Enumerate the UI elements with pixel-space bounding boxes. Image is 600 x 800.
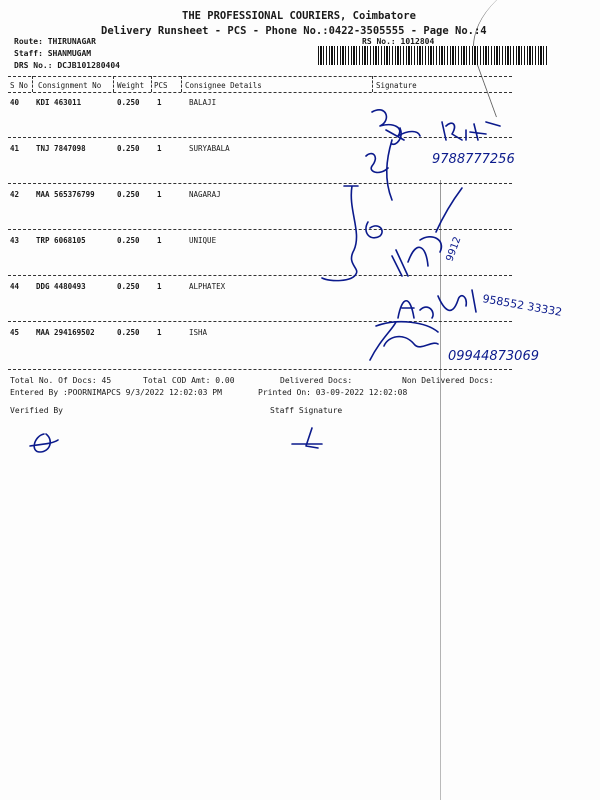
total-cod: Total COD Amt: 0.00 [143, 376, 235, 385]
drs-label: DRS No.: [14, 61, 53, 70]
row-consignee: SURYABALA [189, 144, 230, 153]
handwritten-phone-41: 9788777256 [432, 152, 515, 167]
column-header-weight: Weight [117, 81, 145, 90]
verified-by-label: Verified By [10, 406, 63, 415]
signature-row-40 [372, 110, 500, 145]
row-pcs: 1 [157, 98, 162, 107]
total-docs: Total No. Of Docs: 45 [10, 376, 112, 385]
column-header-consignee: Consignee Details [185, 81, 262, 90]
non-delivered-docs: Non Delivered Docs: [402, 376, 494, 385]
row-pcs: 1 [157, 190, 162, 199]
rs-no-label: RS No.: [362, 37, 396, 46]
staff-signature-label: Staff Signature [270, 406, 343, 415]
row-consignee: NAGARAJ [189, 190, 221, 199]
document-title: THE PROFESSIONAL COURIERS, Coimbatore [182, 10, 416, 22]
drs-value: DCJB101280404 [57, 61, 120, 70]
signature-row-45 [370, 322, 539, 364]
row-consignment-no: MAA 565376799 [36, 190, 95, 199]
row-consignment-no: MAA 294169502 [36, 328, 95, 337]
row-pcs: 1 [157, 328, 162, 337]
row-pcs: 1 [157, 144, 162, 153]
row-consignment-no: TNJ 7847098 [36, 144, 86, 153]
signature-row-44 [398, 290, 563, 319]
row-weight: 0.250 [117, 190, 140, 199]
row-sno: 42 [10, 190, 20, 199]
route-label: Route: [14, 37, 43, 46]
verified-by-signature [30, 434, 58, 452]
row-pcs: 1 [157, 236, 162, 245]
document-subtitle: Delivery Runsheet - PCS - Phone No.:0422-3505555 - Page No.:4 [101, 25, 487, 37]
handwritten-number-43: 9912 [444, 235, 464, 264]
row-consignment-no: KDI 463011 [36, 98, 82, 107]
delivered-docs: Delivered Docs: [280, 376, 353, 385]
row-sno: 45 [10, 328, 20, 337]
column-header-signature: Signature [376, 81, 417, 90]
handwritten-phone-45: 09944873069 [448, 349, 539, 364]
row-weight: 0.250 [117, 328, 140, 337]
entered-by: Entered By :POORNIMAPCS 9/3/2022 12:02:03 PM [10, 388, 222, 397]
row-consignee: ISHA [189, 328, 208, 337]
row-sno: 44 [10, 282, 20, 291]
row-consignee: UNIQUE [189, 236, 217, 245]
row-sno: 43 [10, 236, 20, 245]
row-weight: 0.250 [117, 98, 140, 107]
row-consignee: ALPHATEX [189, 282, 226, 291]
row-sno: 40 [10, 98, 20, 107]
rs-no-value: 1012804 [400, 37, 435, 46]
staff-label: Staff: [14, 49, 43, 58]
signature-row-41 [366, 140, 515, 200]
column-header-sno: S No [10, 81, 29, 90]
row-weight: 0.250 [117, 236, 140, 245]
row-weight: 0.250 [117, 282, 140, 291]
row-consignee: BALAJI [189, 98, 217, 107]
row-consignment-no: TRP 6068105 [36, 236, 86, 245]
handwritten-phone-44: 958552 33332 [481, 292, 563, 319]
column-header-pcs: PCS [154, 81, 168, 90]
staff-value: SHANMUGAM [47, 49, 92, 58]
row-sno: 41 [10, 144, 20, 153]
route-value: THIRUNAGAR [47, 37, 96, 46]
printed-on: Printed On: 03-09-2022 12:02:08 [258, 388, 408, 397]
row-consignment-no: DDG 4480493 [36, 282, 86, 291]
row-pcs: 1 [157, 282, 162, 291]
staff-signature-mark [292, 428, 322, 448]
row-weight: 0.250 [117, 144, 140, 153]
column-header-consignment: Consignment No [38, 81, 102, 90]
